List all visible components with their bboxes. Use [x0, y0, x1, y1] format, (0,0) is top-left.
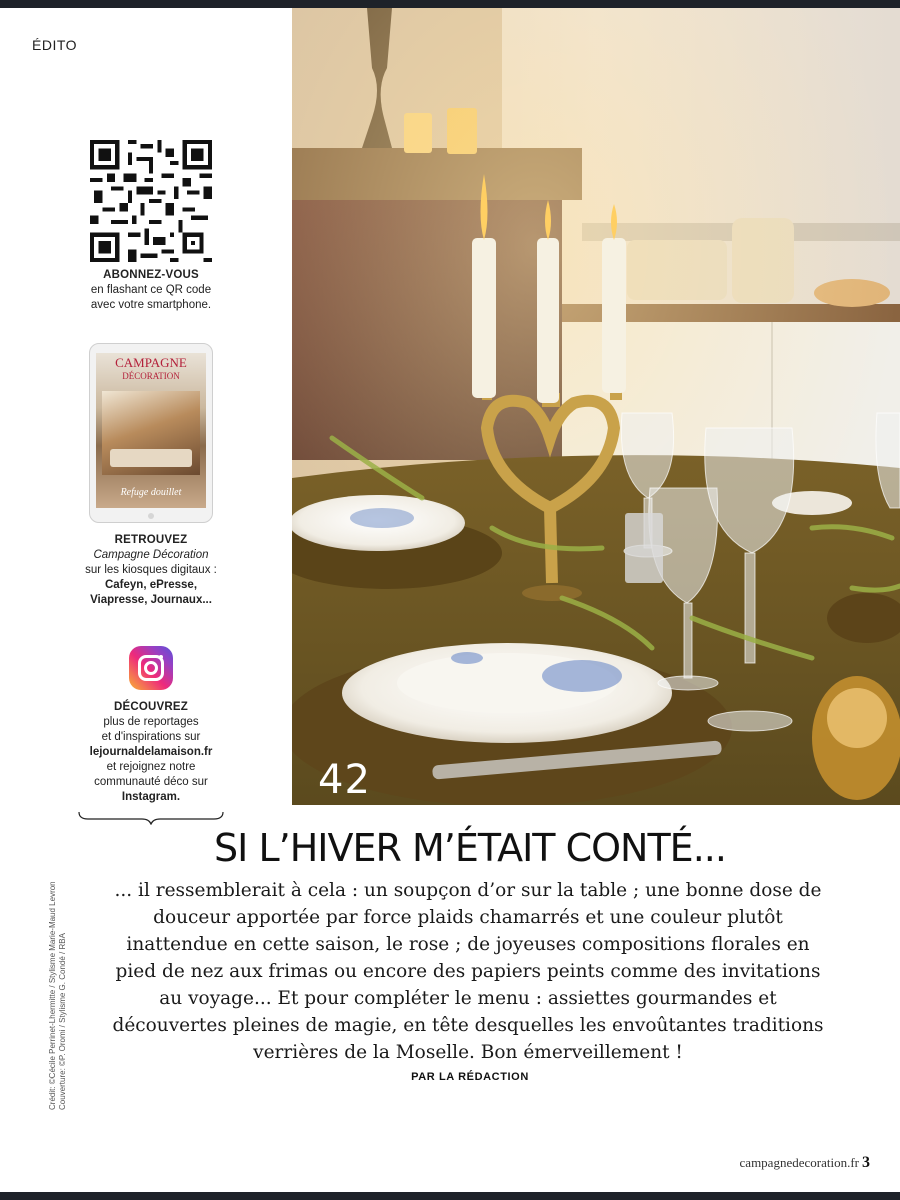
sidebar: [70, 140, 232, 825]
article-lede: ... il ressemblerait à cela : un soupçon d’or sur la table ; une bonne dose de douceur apportée par force plaids chamarrés et une couleur plutôt inattendue en cette saison, le rose ; de joyeuses compositions florales en pied de nez aux frimas ou encore des papiers peints comme des invitations au voyage... Et pour compléter le menu : assiettes gourmandes et découvertes pleines de magie, en tête desquelles les envoûtantes traditions verrières de la Moselle. Bon émerveillement !: [112, 880, 824, 1063]
find-line-1: sur les kiosques digitaux :: [85, 564, 217, 576]
instagram-dot: [159, 655, 163, 659]
table-scene-illustration: [292, 8, 900, 805]
page-number: 3: [862, 1154, 870, 1171]
subscribe-block: [70, 268, 232, 313]
magazine-cover-caption: Refuge douillet: [120, 487, 182, 498]
find-kiosks-2: Viapresse, Journaux...: [90, 594, 212, 606]
find-magazine-name: Campagne Décoration: [93, 549, 209, 561]
instagram-icon[interactable]: [129, 646, 173, 690]
article-headline: SI L’HIVER M’ÉTAIT CONTÉ...: [214, 826, 726, 870]
find-kiosks-1: Cafeyn, ePresse,: [104, 579, 198, 591]
subscribe-title: ABONNEZ-VOUS: [103, 269, 199, 281]
credit-line-2: Couverture: ©P. Oromi / Stylisme G. Condé / RBA: [58, 933, 67, 1110]
hero-photo: [292, 8, 900, 805]
credit-line-1: Crédit: ©Cécile Perrinet-Lhermitte / Stylisme Marie-Maud Levron: [48, 881, 57, 1110]
discover-line-4: communauté déco sur: [94, 776, 208, 788]
instagram-lens: [144, 661, 158, 675]
magazine-cover-sofa: [110, 449, 192, 467]
brace-decoration: [78, 811, 224, 825]
find-title: RETROUVEZ: [114, 534, 188, 546]
article-byline: PAR LA RÉDACTION: [411, 1071, 529, 1083]
qr-code-icon[interactable]: [90, 140, 212, 262]
bottom-frame-bar: [0, 1192, 900, 1200]
discover-line-3: et rejoignez notre: [106, 761, 196, 773]
top-frame-bar: [0, 0, 900, 8]
magazine-cover: [96, 353, 206, 508]
photo-page-reference: 42: [318, 757, 371, 803]
discover-line-1: plus de reportages: [103, 716, 199, 728]
discover-block: [70, 700, 232, 805]
discover-line-2: et d'inspirations sur: [101, 731, 201, 743]
discover-site-link[interactable]: lejournaldelamaison.fr: [89, 746, 213, 758]
magazine-cover-title: CAMPAGNE: [115, 355, 187, 370]
page-footer: [740, 1154, 870, 1172]
section-label: ÉDITO: [32, 37, 78, 53]
discover-title: DÉCOUVREZ: [113, 701, 188, 713]
footer-site[interactable]: campagnedecoration.fr: [739, 1155, 859, 1170]
tablet-home-button: [148, 513, 154, 519]
discover-network[interactable]: Instagram.: [121, 791, 181, 803]
photo-credit: [48, 850, 68, 1110]
magazine-cover-subtitle: DÉCORATION: [122, 371, 180, 381]
subscribe-line-2: avec votre smartphone.: [90, 299, 212, 311]
tablet-icon[interactable]: [89, 343, 213, 523]
subscribe-line-1: en flashant ce QR code: [90, 284, 212, 296]
find-block: [70, 533, 232, 608]
